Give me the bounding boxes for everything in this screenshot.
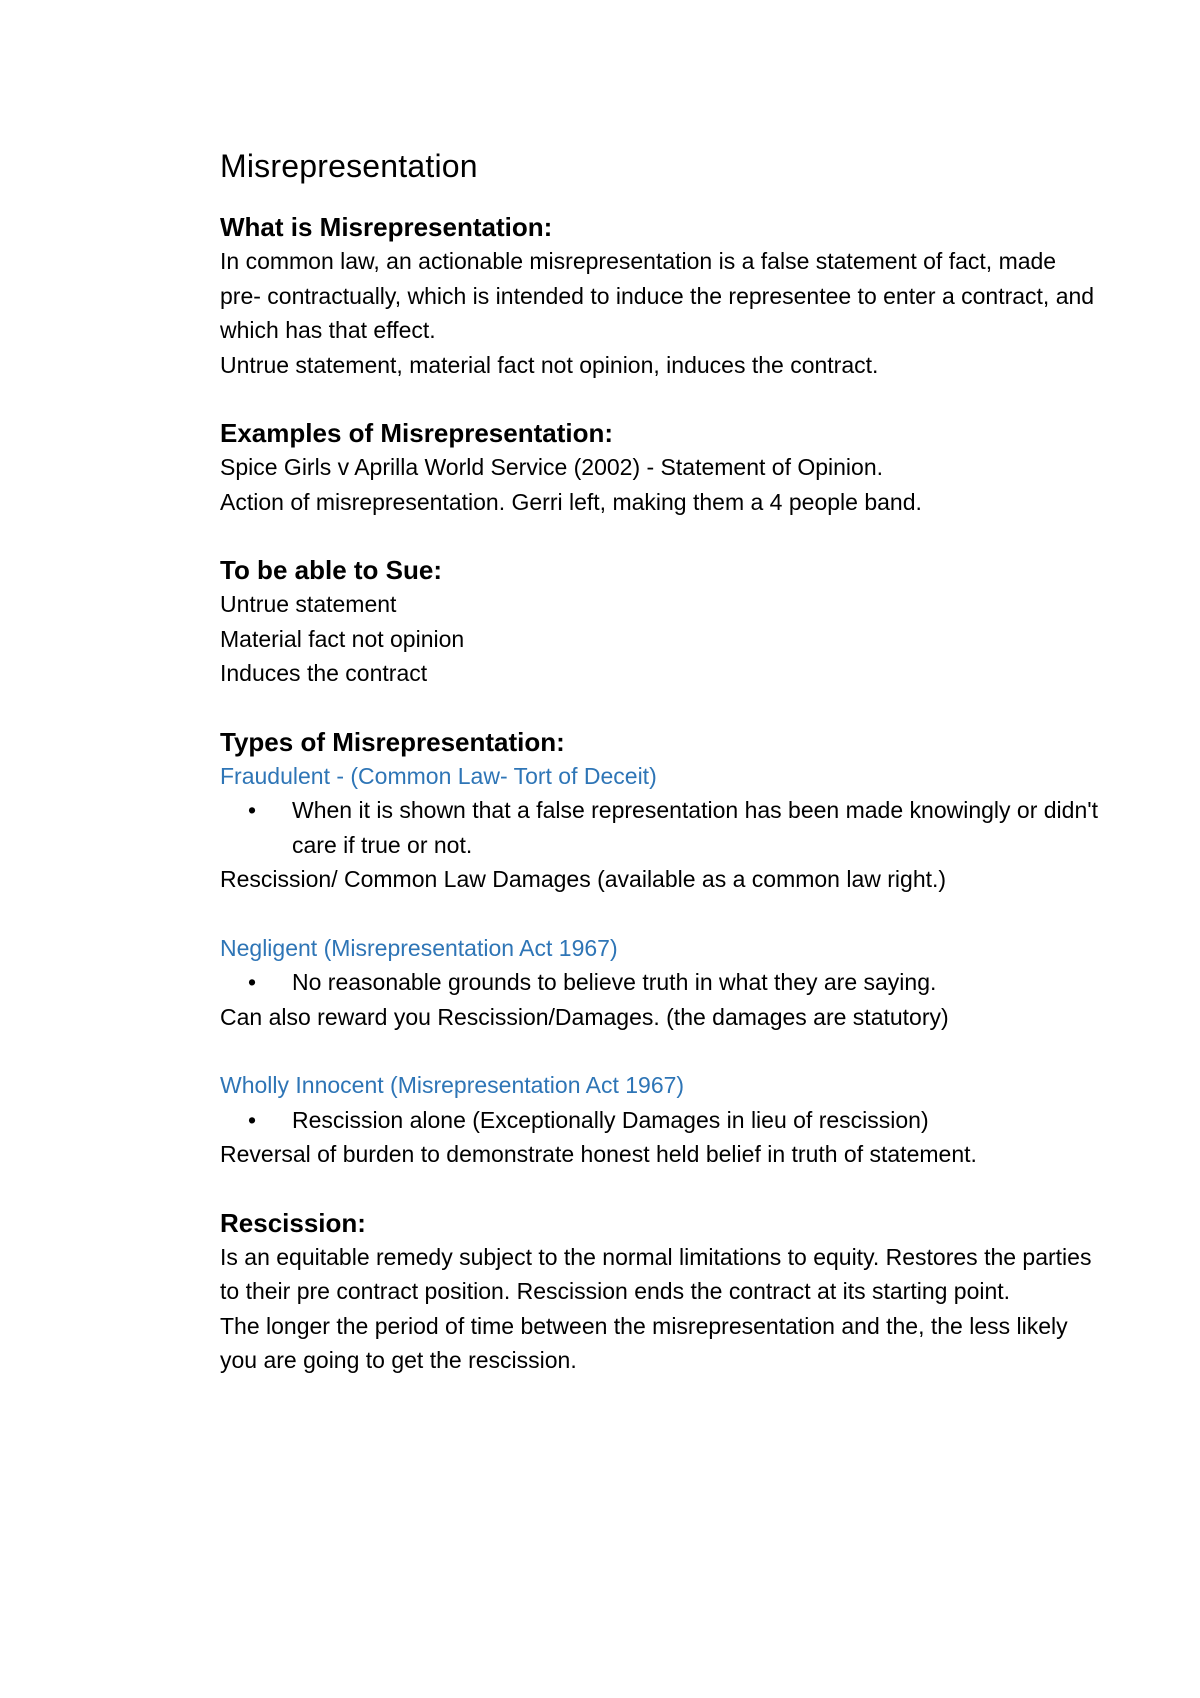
document-title: Misrepresentation	[220, 148, 478, 184]
subheading-negligent: Negligent (Misrepresentation Act 1967)	[220, 934, 618, 961]
bullet-item	[220, 793, 1100, 862]
heading-rescission: Rescission:	[220, 1207, 366, 1238]
bullet-icon: •	[248, 969, 257, 995]
type-note: Rescission/ Common Law Damages (available as a common law right.)	[220, 866, 947, 892]
sue-requirement: Untrue statement	[220, 591, 397, 617]
bullet-icon: •	[248, 1106, 257, 1133]
heading-to-sue: To be able to Sue:	[220, 555, 442, 585]
bullet-item	[220, 1103, 1100, 1138]
type-fraudulent	[220, 759, 1100, 897]
section-types	[220, 725, 1100, 1172]
type-note: Can also reward you Rescission/Damages. (the damages are statutory)	[220, 1003, 949, 1030]
heading-what-is: What is Misrepresentation:	[220, 212, 553, 242]
section-to-sue	[220, 553, 1100, 691]
example-line: Action of misrepresentation. Gerri left, making them a 4 people band.	[220, 488, 922, 515]
paragraph-rescission-1: Is an equitable remedy subject to the normal limitations to equity. Restores the parties to their pre contract position. Rescission ends the contract at its starting point.	[220, 1243, 1092, 1304]
subheading-fraudulent: Fraudulent - (Common Law- Tort of Deceit)	[220, 762, 657, 789]
bullet-list	[220, 965, 1100, 1000]
bullet-text: Rescission alone (Exceptionally Damages in lieu of rescission)	[292, 1106, 929, 1133]
heading-types: Types of Misrepresentation:	[220, 726, 565, 757]
bullet-text: When it is shown that a false representation has been made knowingly or didn't care if true or not.	[292, 797, 1099, 858]
bullet-list	[220, 793, 1100, 862]
paragraph-rescission-2: The longer the period of time between the misrepresentation and the, the less likely you are going to get the rescission.	[220, 1312, 1068, 1373]
heading-examples: Examples of Misrepresentation:	[220, 418, 613, 448]
type-negligent	[220, 931, 1100, 1035]
section-examples	[220, 416, 1100, 519]
bullet-icon: •	[248, 797, 257, 823]
type-note: Reversal of burden to demonstrate honest held belief in truth of statement.	[220, 1141, 977, 1167]
bullet-list	[220, 1103, 1100, 1138]
paragraph-definition: In common law, an actionable misrepresentation is a false statement of fact, made pre- contractually, which is intended to induce the representee to enter a contract, and which has that effect.	[220, 248, 1095, 343]
section-rescission	[220, 1206, 1100, 1378]
bullet-item	[220, 965, 1100, 1000]
section-what-is	[220, 210, 1100, 382]
type-wholly-innocent	[220, 1068, 1100, 1172]
document-content	[220, 146, 1100, 1412]
sue-requirement: Induces the contract	[220, 660, 428, 686]
example-line: Spice Girls v Aprilla World Service (2002) - Statement of Opinion.	[220, 454, 884, 480]
bullet-text: No reasonable grounds to believe truth in what they are saying.	[292, 969, 937, 995]
paragraph-summary: Untrue statement, material fact not opinion, induces the contract.	[220, 351, 879, 378]
sue-requirement: Material fact not opinion	[220, 625, 465, 652]
subheading-wholly-innocent: Wholly Innocent (Misrepresentation Act 1967)	[220, 1072, 685, 1098]
